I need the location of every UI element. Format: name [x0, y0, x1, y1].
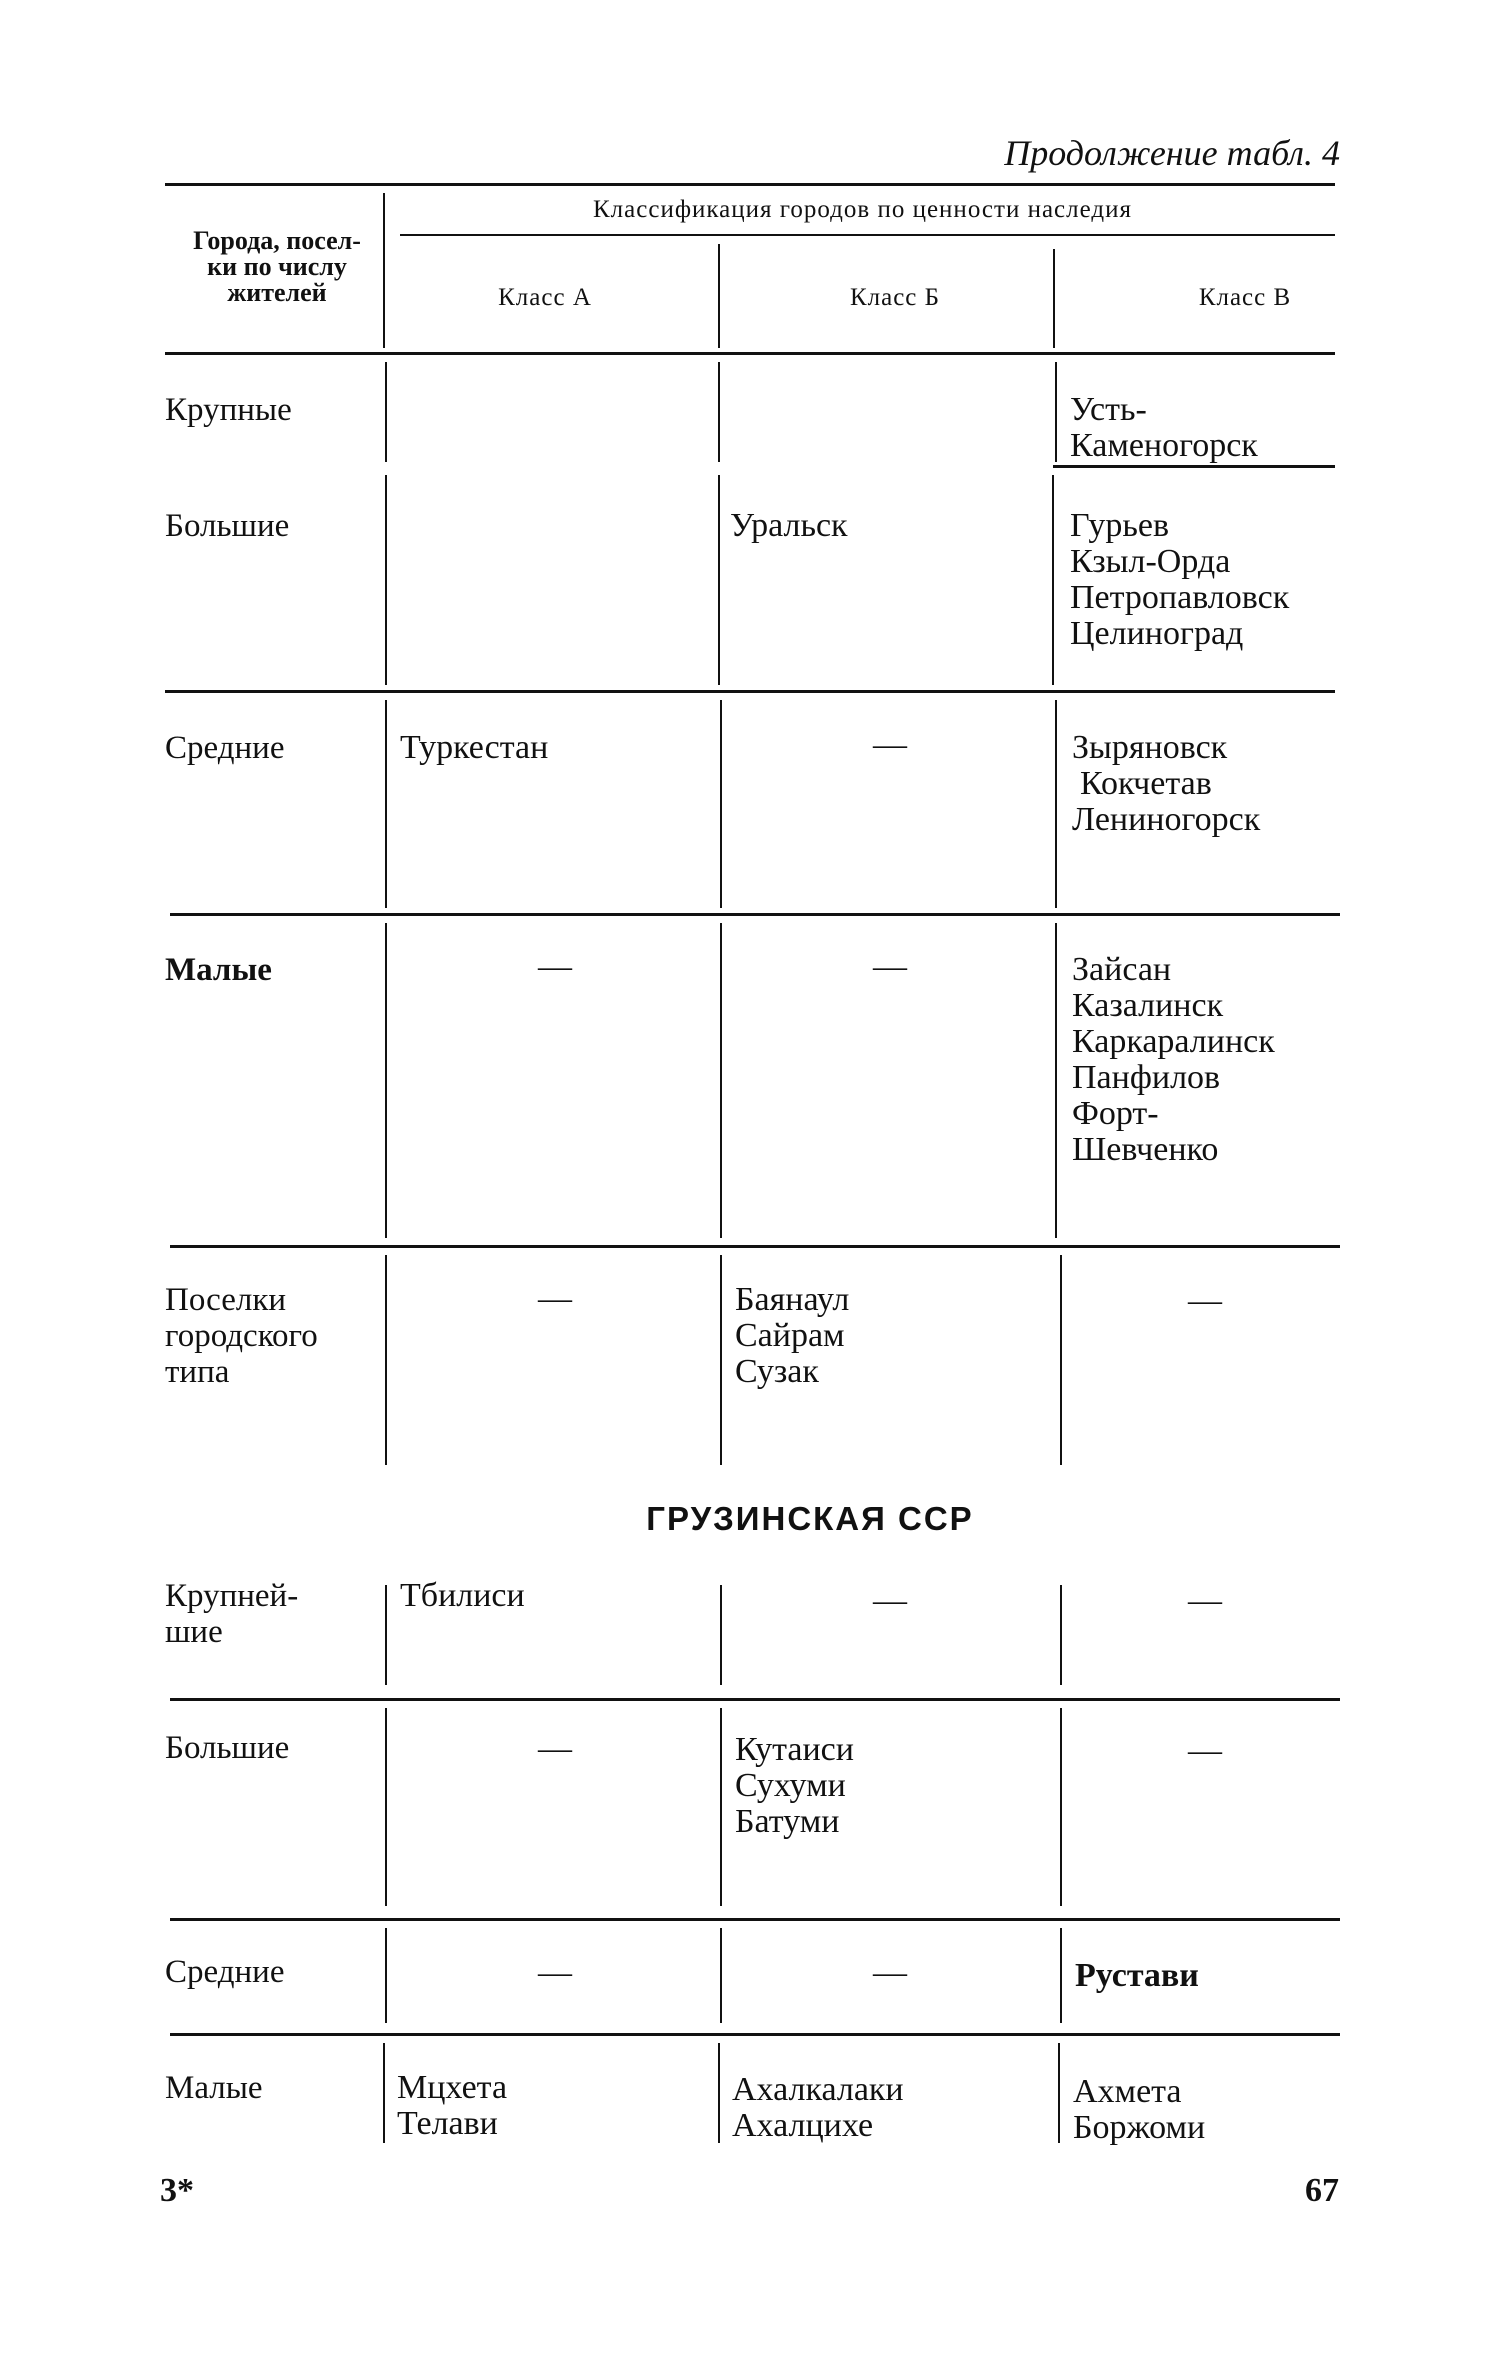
column-divider	[383, 2043, 385, 2143]
city-name: Зыряновск	[1072, 729, 1228, 766]
column-divider	[1060, 1255, 1062, 1465]
column-divider	[720, 1708, 722, 1906]
row-label: Средние	[165, 730, 285, 766]
city-name: Батуми	[735, 1803, 840, 1840]
row-rule	[165, 690, 1335, 693]
city-name: Шевченко	[1072, 1131, 1219, 1168]
column-divider	[1060, 1585, 1062, 1685]
cell-class-b: —	[873, 726, 907, 763]
row-rule	[170, 1245, 1340, 1248]
stub-header-line: жителей	[227, 278, 327, 307]
row-label: Большие	[165, 508, 290, 544]
row-rule	[1053, 465, 1335, 468]
column-divider	[1055, 923, 1057, 1238]
cell-class-c: Рустави	[1075, 1957, 1199, 1994]
cell-class-c: —	[1188, 1582, 1222, 1619]
column-divider	[385, 700, 387, 908]
table-caption: Продолжение табл. 4	[1004, 133, 1340, 173]
row-label	[165, 1578, 298, 1650]
stub-header-line: ки по числу	[207, 252, 347, 281]
city-name: Гурьев	[1070, 507, 1170, 544]
city-name: Сухуми	[735, 1767, 846, 1804]
stub-header-line: Города, посел-	[193, 226, 361, 255]
section-title: ГРУЗИНСКАЯ ССР	[646, 1500, 974, 1537]
row-label-line: типа	[165, 1354, 230, 1390]
column-divider	[720, 1585, 722, 1685]
cell-class-a: Тбилиси	[400, 1577, 525, 1614]
city-name: Кзыл-Орда	[1070, 543, 1231, 580]
city-name: Каркаралинск	[1072, 1023, 1275, 1060]
cell-class-a: —	[538, 948, 572, 985]
column-divider	[718, 2043, 720, 2143]
column-divider	[1052, 475, 1054, 685]
column-divider	[718, 475, 720, 685]
city-name: Телави	[397, 2105, 498, 2142]
city-name: Зайсан	[1072, 951, 1172, 988]
city-name: Ахалкалаки	[732, 2071, 904, 2108]
row-label: Большие	[165, 1730, 290, 1766]
row-label-line: шие	[165, 1614, 223, 1650]
city-name: Панфилов	[1072, 1059, 1221, 1096]
column-divider	[1060, 1928, 1062, 2023]
class-c-header: Класс В	[1198, 284, 1292, 311]
city-name: Кутаиси	[735, 1731, 854, 1768]
cell-class-b: —	[873, 948, 907, 985]
city-name: Петропавловск	[1070, 579, 1290, 616]
row-rule	[170, 1918, 1340, 1921]
row-label-line: Крупней-	[165, 1578, 299, 1614]
city-name: Лениногорск	[1072, 801, 1261, 838]
stub-header	[168, 228, 386, 306]
column-divider	[718, 362, 720, 462]
row-label: Крупные	[165, 392, 292, 428]
row-label-line: городского	[165, 1318, 318, 1354]
city-name: Каменогорск	[1070, 427, 1258, 464]
column-divider	[385, 475, 387, 685]
cell-class-c	[1072, 952, 1275, 1168]
cell-class-c	[1070, 392, 1258, 464]
column-divider	[385, 1585, 387, 1685]
cell-class-c	[1073, 2074, 1205, 2146]
cell-class-b	[732, 2072, 904, 2144]
city-name: Ахмета	[1073, 2073, 1182, 2110]
city-name: Боржоми	[1073, 2109, 1206, 2146]
header-divider	[1053, 249, 1055, 348]
column-divider	[1055, 700, 1057, 908]
cell-class-b	[735, 1282, 849, 1390]
column-divider	[385, 1255, 387, 1465]
city-name: Баянаул	[735, 1281, 850, 1318]
row-label	[165, 1282, 318, 1390]
city-name: Мцхета	[397, 2069, 508, 2106]
row-rule	[170, 913, 1340, 916]
column-divider	[385, 1708, 387, 1906]
cell-class-a: —	[538, 1954, 572, 1991]
cell-class-a	[397, 2070, 507, 2142]
table-top-rule	[165, 183, 1335, 186]
header-divider	[383, 193, 385, 348]
row-label-line: Поселки	[165, 1282, 287, 1318]
row-label: Средние	[165, 1954, 285, 1990]
column-divider	[720, 1255, 722, 1465]
city-name: Сайрам	[735, 1317, 845, 1354]
column-divider	[1058, 2043, 1060, 2143]
column-divider	[720, 923, 722, 1238]
row-rule	[170, 1698, 1340, 1701]
column-divider	[385, 1928, 387, 2023]
signature-mark: 3*	[160, 2172, 194, 2209]
column-divider	[385, 923, 387, 1238]
column-divider	[720, 1928, 722, 2023]
row-rule	[170, 2033, 1340, 2036]
cell-class-b	[735, 1732, 854, 1840]
cell-class-c	[1070, 508, 1289, 652]
column-divider	[1055, 362, 1057, 462]
city-name: Кокчетав	[1080, 765, 1212, 802]
page-number: 67	[1305, 2172, 1339, 2209]
city-name: Целиноград	[1070, 615, 1244, 652]
cell-class-a: —	[538, 1280, 572, 1317]
class-b-header: Класс Б	[849, 284, 941, 311]
row-rule	[165, 352, 1335, 355]
city-name: Сузак	[735, 1353, 819, 1390]
class-a-header: Класс А	[498, 284, 592, 311]
row-label: Малые	[165, 2070, 263, 2106]
cell-class-a: —	[538, 1730, 572, 1767]
city-name: Казалинск	[1072, 987, 1224, 1024]
classification-header: Классификация городов по ценности наследия	[593, 196, 1132, 223]
cell-class-b: Уральск	[730, 507, 848, 544]
classification-rule	[400, 234, 1335, 236]
cell-class-c: —	[1188, 1732, 1222, 1769]
city-name: Форт-	[1072, 1095, 1159, 1132]
cell-class-b: —	[873, 1582, 907, 1619]
cell-class-c: —	[1188, 1282, 1222, 1319]
column-divider	[385, 362, 387, 462]
cell-class-c	[1072, 730, 1260, 838]
header-divider	[718, 244, 720, 348]
city-name: Ахалцихе	[732, 2107, 874, 2144]
column-divider	[720, 700, 722, 908]
cell-class-a: Туркестан	[400, 729, 549, 766]
column-divider	[1060, 1708, 1062, 1906]
cell-class-b: —	[873, 1954, 907, 1991]
row-label: Малые	[165, 952, 272, 988]
city-name: Усть-	[1070, 391, 1147, 428]
